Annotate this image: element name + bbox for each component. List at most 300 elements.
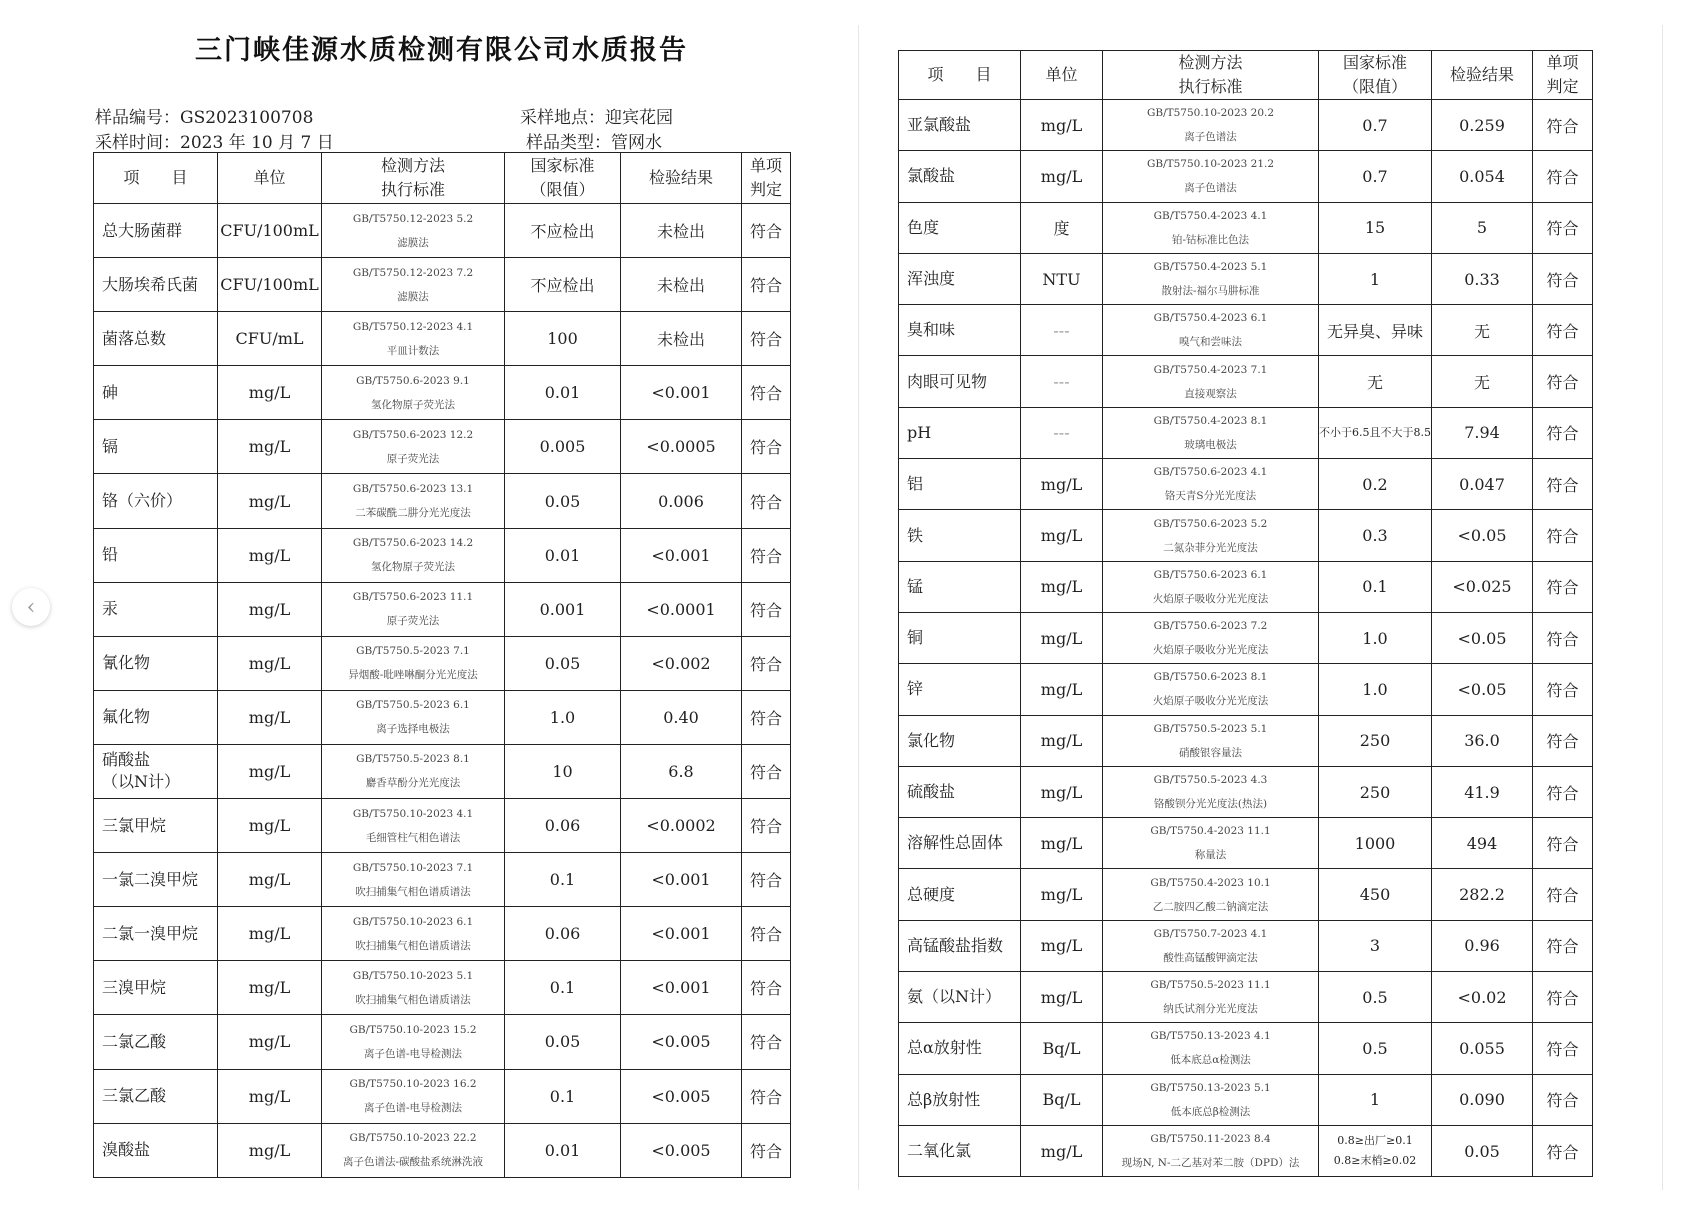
item-name-text: 硝酸盐 （以N计）: [102, 750, 181, 792]
item-name-text: 砷: [102, 382, 119, 402]
page-divider: [858, 25, 859, 1190]
method-standard: GB/T5750.11-2023 8.4: [1150, 1133, 1271, 1146]
method: [1103, 100, 1319, 151]
method: [1103, 766, 1319, 817]
judgement: 符合: [1533, 612, 1593, 663]
test-result: 7.94: [1432, 407, 1533, 458]
standard-limit: 1: [1319, 1074, 1432, 1125]
results-table-left: [93, 152, 791, 1178]
table-row: [899, 1125, 1593, 1176]
test-result: 36.0: [1432, 715, 1533, 766]
unit: mg/L: [1021, 151, 1103, 202]
test-result: <0.0002: [621, 799, 742, 853]
item-name-text: 硫酸盐: [907, 782, 956, 801]
judgement: 符合: [742, 366, 791, 420]
method-name: 乙二胺四乙酸二钠滴定法: [1152, 900, 1269, 913]
item-name-text: 氯化物: [907, 730, 956, 750]
method: [322, 420, 505, 474]
test-result: 6.8: [621, 744, 742, 798]
method-name: 毛细管柱气相色谱法: [365, 831, 461, 844]
method-name: 火焰原子吸收分光光度法: [1152, 644, 1269, 657]
item-name-text: 铜: [907, 628, 924, 648]
item-name-text: 菌落总数: [102, 328, 167, 348]
header-item-text: 项 目: [927, 65, 992, 84]
method-standard: GB/T5750.5-2023 11.1: [1150, 979, 1271, 992]
item-name-text: 氨（以N计）: [907, 987, 1002, 1007]
method-standard: GB/T5750.6-2023 4.1: [1153, 466, 1268, 479]
unit: mg/L: [1021, 869, 1103, 920]
standard-limit: 0.01: [505, 366, 621, 420]
method: [1103, 202, 1319, 253]
standard-limit: 0.01: [505, 1123, 621, 1177]
method-standard: GB/T5750.4-2023 4.1: [1153, 209, 1268, 222]
judgement: 符合: [1533, 356, 1593, 407]
test-result: 41.9: [1432, 766, 1533, 817]
page-divider: [1662, 25, 1663, 1190]
unit: mg/L: [218, 1069, 322, 1123]
method-standard: GB/T5750.6-2023 11.1: [352, 591, 474, 604]
table-row: [899, 459, 1593, 510]
standard-limit: 无异臭、异味: [1319, 305, 1432, 356]
table-row: [899, 151, 1593, 202]
unit: ---: [1021, 407, 1103, 458]
item-name: [899, 459, 1021, 510]
item-name-text: 三氯甲烷: [102, 815, 167, 835]
table-row: [94, 907, 791, 961]
method-standard: GB/T5750.7-2023 4.1: [1153, 927, 1268, 940]
method-name: 离子选择电极法: [376, 723, 450, 736]
method: [322, 528, 505, 582]
unit: mg/L: [1021, 972, 1103, 1023]
header-unit-text: 单位: [253, 168, 286, 187]
previous-page-button[interactable]: [12, 588, 50, 626]
method-standard: GB/T5750.6-2023 9.1: [356, 374, 470, 387]
item-name: [94, 636, 218, 690]
standard-limit: 1.0: [1319, 664, 1432, 715]
method-name: 散射法-福尔马肼标准: [1161, 285, 1260, 298]
report-title: 三门峡佳源水质检测有限公司水质报告: [195, 35, 688, 66]
method: [322, 1123, 505, 1177]
unit: mg/L: [1021, 459, 1103, 510]
standard-limit: 不应检出: [505, 258, 621, 312]
method: [322, 474, 505, 528]
method-name: 离子色谱-电导检测法: [363, 1102, 463, 1115]
item-name: [94, 528, 218, 582]
method-name: 离子色谱法: [1184, 131, 1237, 144]
header-limit: [505, 153, 621, 204]
table-row: [94, 799, 791, 853]
table-row: [94, 474, 791, 528]
table-row: [94, 853, 791, 907]
method-standard: GB/T5750.10-2023 22.2: [349, 1132, 477, 1145]
unit: mg/L: [1021, 920, 1103, 971]
test-result: <0.005: [621, 1069, 742, 1123]
header-method-text: 检测方法: [1178, 53, 1243, 72]
test-result: <0.025: [1432, 561, 1533, 612]
judgement: 符合: [742, 907, 791, 961]
unit: mg/L: [218, 1015, 322, 1069]
method-name: 铂-钴标准比色法: [1171, 233, 1250, 246]
header-judgement: [742, 153, 791, 204]
unit: mg/L: [1021, 818, 1103, 869]
method: [322, 799, 505, 853]
item-name-text: 色度: [907, 217, 940, 237]
test-result: <0.001: [621, 853, 742, 907]
item-name: [94, 961, 218, 1015]
method: [322, 690, 505, 744]
method-standard: GB/T5750.10-2023 6.1: [352, 915, 474, 928]
item-name: [899, 561, 1021, 612]
unit: mg/L: [1021, 664, 1103, 715]
header-judgement-text: 单项: [1546, 53, 1579, 72]
standard-limit: 0.3: [1319, 510, 1432, 561]
item-name: [899, 356, 1021, 407]
method-standard: GB/T5750.6-2023 7.2: [1153, 620, 1268, 633]
item-name: [899, 664, 1021, 715]
standard-limit: 0.05: [505, 474, 621, 528]
header-method-text: 执行标准: [380, 180, 445, 199]
header-judgement-text: 判定: [1546, 77, 1579, 96]
standard-limit: 0.1: [505, 853, 621, 907]
method-standard: GB/T5750.12-2023 5.2: [352, 212, 474, 225]
standard-limit: 3: [1319, 920, 1432, 971]
item-name-text: 总硬度: [907, 884, 956, 904]
item-name-text: 氟化物: [102, 707, 151, 727]
judgement: 符合: [742, 744, 791, 798]
unit: CFU/mL: [218, 312, 322, 366]
header-method: [322, 153, 505, 204]
item-name-text: 铝: [907, 474, 924, 494]
judgement: 符合: [1533, 151, 1593, 202]
header-unit: [218, 153, 322, 204]
standard-limit: 0.1: [505, 961, 621, 1015]
method: [322, 744, 505, 798]
item-name: [899, 715, 1021, 766]
item-name: [94, 474, 218, 528]
unit: mg/L: [218, 961, 322, 1015]
unit: mg/L: [1021, 715, 1103, 766]
method: [1103, 561, 1319, 612]
item-name-text: 氰化物: [102, 653, 151, 673]
table-row: [899, 202, 1593, 253]
item-name-text: 一氯二溴甲烷: [102, 869, 199, 889]
method-standard: GB/T5750.5-2023 8.1: [356, 753, 470, 766]
unit: mg/L: [218, 690, 322, 744]
standard-limit: 250: [1319, 766, 1432, 817]
method: [1103, 356, 1319, 407]
unit: mg/L: [1021, 100, 1103, 151]
method-standard: GB/T5750.4-2023 10.1: [1150, 876, 1271, 889]
judgement: 符合: [1533, 1023, 1593, 1074]
item-name: [94, 1069, 218, 1123]
unit: mg/L: [218, 744, 322, 798]
standard-limit: 1000: [1319, 818, 1432, 869]
item-name-text: 总大肠菌群: [102, 220, 183, 240]
unit: 度: [1021, 202, 1103, 253]
item-name: [94, 420, 218, 474]
item-name-text: 铁: [907, 525, 924, 545]
method: [322, 1069, 505, 1123]
item-name: [899, 151, 1021, 202]
header-method-text: 执行标准: [1178, 77, 1243, 96]
judgement: 符合: [742, 853, 791, 907]
test-result: 5: [1432, 202, 1533, 253]
item-name: [94, 366, 218, 420]
method-standard: GB/T5750.10-2023 5.1: [352, 969, 474, 982]
table-row: [899, 561, 1593, 612]
unit: CFU/100mL: [218, 258, 322, 312]
table-header-row: [94, 153, 791, 204]
item-name-text: 镉: [102, 436, 119, 456]
method: [322, 582, 505, 636]
unit: Bq/L: [1021, 1023, 1103, 1074]
method: [1103, 459, 1319, 510]
method: [322, 312, 505, 366]
standard-limit: 0.8≥出厂≥0.1 0.8≥末梢≥0.02: [1319, 1125, 1432, 1176]
judgement: 符合: [1533, 305, 1593, 356]
item-name: [899, 1023, 1021, 1074]
test-result: <0.001: [621, 907, 742, 961]
standard-limit: 0.06: [505, 799, 621, 853]
test-result: <0.005: [621, 1015, 742, 1069]
standard-limit: 0.01: [505, 528, 621, 582]
item-name-text: 总β放射性: [907, 1089, 981, 1109]
method-standard: GB/T5750.10-2023 21.2: [1146, 158, 1275, 171]
item-name: [94, 853, 218, 907]
header-unit-text: 单位: [1045, 65, 1078, 84]
method-name: 二氮杂菲分光光度法: [1163, 541, 1258, 554]
test-result: <0.005: [621, 1123, 742, 1177]
item-name: [94, 312, 218, 366]
unit: mg/L: [218, 582, 322, 636]
test-result: 0.055: [1432, 1023, 1533, 1074]
judgement: 符合: [1533, 715, 1593, 766]
item-name-text: pH: [907, 422, 932, 442]
standard-limit: 不应检出: [505, 204, 621, 258]
method-standard: GB/T5750.12-2023 4.1: [352, 320, 474, 333]
header-item: [94, 153, 218, 204]
method-name: 平皿计数法: [386, 344, 440, 357]
judgement: 符合: [1533, 202, 1593, 253]
header-result-text: 检验结果: [1449, 65, 1514, 84]
standard-limit: 250: [1319, 715, 1432, 766]
judgement: 符合: [742, 1015, 791, 1069]
judgement: 符合: [742, 312, 791, 366]
unit: mg/L: [218, 853, 322, 907]
judgement: 符合: [742, 528, 791, 582]
unit: mg/L: [218, 366, 322, 420]
judgement: 符合: [1533, 407, 1593, 458]
judgement: 符合: [1533, 100, 1593, 151]
test-result: <0.0005: [621, 420, 742, 474]
item-name: [94, 744, 218, 798]
table-row: [899, 664, 1593, 715]
test-result: 0.05: [1432, 1125, 1533, 1176]
judgement: 符合: [1533, 1074, 1593, 1125]
table-row: [899, 253, 1593, 304]
item-name-text: 锰: [907, 576, 924, 596]
unit: mg/L: [1021, 612, 1103, 663]
item-name-text: 高锰酸盐指数: [907, 935, 1004, 955]
method-standard: GB/T5750.10-2023 20.2: [1146, 107, 1275, 120]
table-row: [899, 715, 1593, 766]
item-name: [899, 920, 1021, 971]
unit: mg/L: [218, 1123, 322, 1177]
item-name: [94, 907, 218, 961]
table-row: [899, 305, 1593, 356]
item-name-text: 臭和味: [907, 320, 956, 340]
method: [1103, 612, 1319, 663]
method-name: 纳氏试剂分光光度法: [1163, 1003, 1258, 1016]
test-result: <0.001: [621, 961, 742, 1015]
judgement: 符合: [742, 1123, 791, 1177]
method: [322, 204, 505, 258]
method-standard: GB/T5750.13-2023 5.1: [1150, 1081, 1271, 1094]
item-name: [899, 202, 1021, 253]
header-limit-text: 国家标准: [530, 156, 595, 175]
unit: mg/L: [1021, 766, 1103, 817]
method-name: 麝香草酚分光光度法: [365, 777, 461, 790]
method: [1103, 920, 1319, 971]
method: [1103, 1074, 1319, 1125]
method-name: 铬天青S分光光度法: [1164, 490, 1257, 503]
method: [322, 636, 505, 690]
test-result: 0.006: [621, 474, 742, 528]
judgement: 符合: [1533, 818, 1593, 869]
method: [322, 1015, 505, 1069]
standard-limit: 0.005: [505, 420, 621, 474]
item-name-text: 铬（六价）: [102, 491, 183, 511]
judgement: 符合: [1533, 459, 1593, 510]
table-row: [94, 690, 791, 744]
table-row: [94, 582, 791, 636]
method-name: 吹扫捕集气相色谱质谱法: [355, 993, 471, 1006]
test-result: 0.090: [1432, 1074, 1533, 1125]
test-result: 0.047: [1432, 459, 1533, 510]
method-standard: GB/T5750.6-2023 12.2: [352, 428, 474, 441]
item-name: [899, 407, 1021, 458]
test-result: 未检出: [621, 258, 742, 312]
unit: NTU: [1021, 253, 1103, 304]
sample-type: 样品类型：管网水: [526, 133, 662, 153]
method-name: 酸性高锰酸钾滴定法: [1163, 951, 1258, 964]
judgement: 符合: [742, 636, 791, 690]
item-name: [94, 1015, 218, 1069]
item-name-text: 三氯乙酸: [102, 1086, 167, 1106]
unit: ---: [1021, 356, 1103, 407]
item-name: [899, 612, 1021, 663]
header-unit: [1021, 51, 1103, 100]
unit: ---: [1021, 305, 1103, 356]
chevron-left-icon: ‹: [26, 594, 36, 620]
method: [322, 366, 505, 420]
item-name-text: 溶解性总固体: [907, 833, 1004, 853]
unit: mg/L: [218, 474, 322, 528]
standard-limit: 0.5: [1319, 1023, 1432, 1074]
table-row: [899, 407, 1593, 458]
item-name: [899, 1074, 1021, 1125]
item-name-text: 锌: [907, 679, 924, 699]
header-item: [899, 51, 1021, 100]
item-name-text: 氯酸盐: [907, 166, 956, 186]
method: [322, 853, 505, 907]
test-result: <0.02: [1432, 972, 1533, 1023]
method: [1103, 664, 1319, 715]
table-row: [94, 258, 791, 312]
standard-limit: 0.1: [505, 1069, 621, 1123]
method-standard: GB/T5750.4-2023 8.1: [1153, 414, 1268, 427]
sample-site: 采样地点：迎宾花园: [520, 108, 673, 128]
test-result: <0.05: [1432, 612, 1533, 663]
header-judgement: [1533, 51, 1593, 100]
standard-limit: 1.0: [505, 690, 621, 744]
method-name: 氢化物原子荧光法: [371, 561, 455, 574]
item-name: [94, 204, 218, 258]
test-result: 0.33: [1432, 253, 1533, 304]
method: [1103, 1023, 1319, 1074]
method-name: 直接观察法: [1184, 387, 1237, 400]
item-name-text: 二氧化氯: [907, 1141, 972, 1161]
standard-limit: 0.05: [505, 1015, 621, 1069]
judgement: 符合: [742, 204, 791, 258]
standard-limit: 10: [505, 744, 621, 798]
item-name: [94, 582, 218, 636]
judgement: 符合: [1533, 766, 1593, 817]
method-standard: GB/T5750.12-2023 7.2: [352, 266, 474, 279]
method-standard: GB/T5750.5-2023 6.1: [356, 699, 470, 712]
item-name: [899, 972, 1021, 1023]
method: [1103, 151, 1319, 202]
item-name: [94, 258, 218, 312]
method-name: 滤膜法: [397, 236, 429, 249]
judgement: 符合: [1533, 1125, 1593, 1176]
method-standard: GB/T5750.5-2023 4.3: [1153, 774, 1268, 786]
table-row: [94, 528, 791, 582]
method-standard: GB/T5750.10-2023 15.2: [349, 1023, 477, 1036]
method-name: 二苯碳酰二肼分光光度法: [355, 507, 471, 520]
method: [1103, 1125, 1319, 1176]
table-row: [899, 818, 1593, 869]
method-name: 火焰原子吸收分光光度法: [1152, 592, 1269, 605]
item-name: [899, 1125, 1021, 1176]
judgement: 符合: [742, 961, 791, 1015]
method: [1103, 972, 1319, 1023]
method-standard: GB/T5750.10-2023 7.1: [352, 861, 474, 874]
item-name: [899, 818, 1021, 869]
header-result-text: 检验结果: [648, 168, 713, 187]
method: [322, 961, 505, 1015]
test-result: 0.40: [621, 690, 742, 744]
table-header-row: [899, 51, 1593, 100]
test-result: <0.05: [1432, 510, 1533, 561]
method-name: 离子色谱-电导检测法: [363, 1047, 463, 1060]
judgement: 符合: [742, 1069, 791, 1123]
table-row: [899, 766, 1593, 817]
test-result: 0.259: [1432, 100, 1533, 151]
item-name: [899, 766, 1021, 817]
method: [1103, 407, 1319, 458]
table-row: [899, 510, 1593, 561]
method-name: 火焰原子吸收分光光度法: [1152, 695, 1269, 708]
method-standard: GB/T5750.4-2023 5.1: [1153, 261, 1268, 274]
header-limit-text: （限值）: [1342, 77, 1407, 96]
method-name: 氢化物原子荧光法: [371, 398, 455, 411]
item-name-text: 三溴甲烷: [102, 977, 167, 997]
standard-limit: 100: [505, 312, 621, 366]
header-limit-text: （限值）: [530, 180, 595, 199]
item-name: [899, 253, 1021, 304]
unit: mg/L: [218, 907, 322, 961]
